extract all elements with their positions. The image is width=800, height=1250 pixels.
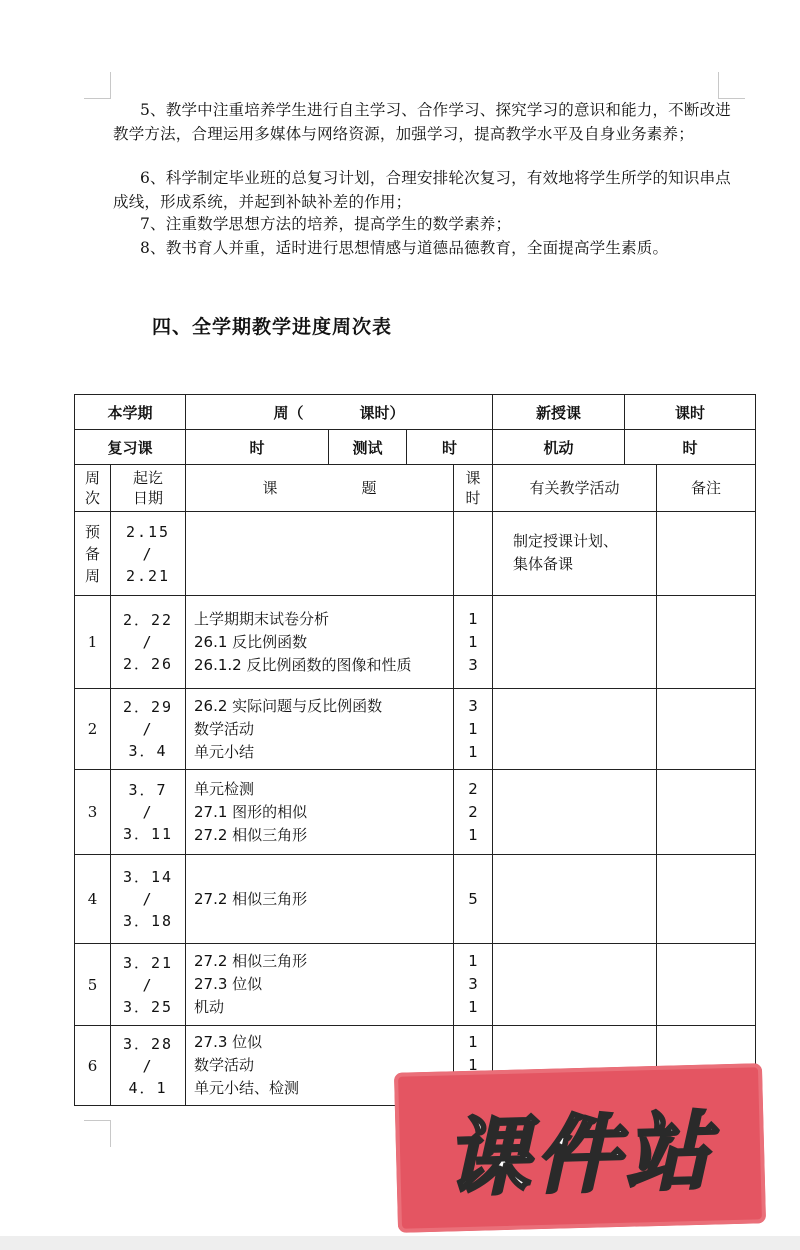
schedule-table [74, 394, 756, 1106]
col-activity: 有关教学活动 [493, 465, 657, 512]
col-dates: 起讫日期 [111, 465, 186, 512]
col-week: 周次 [75, 465, 111, 512]
activity-cell [493, 689, 657, 770]
activity-cell [493, 944, 657, 1026]
paragraph-7: 7、注重数学思想方法的培养，提高学生的数学素养； [140, 215, 512, 233]
topic-cell [186, 689, 454, 770]
hours-line: 2 [468, 802, 478, 821]
page-corner-mark [84, 72, 111, 99]
table-row [75, 944, 756, 1026]
notes-cell [657, 944, 756, 1026]
hours-line: 3 [468, 975, 478, 993]
col-topic: 课 题 [186, 465, 454, 512]
date-range-cell: 3．7 / 3．11 [111, 770, 186, 855]
hours-cell [454, 855, 493, 944]
week-hours-label: 周（ 课时） [186, 395, 493, 430]
topic-line: 27.3 位似 [194, 1033, 263, 1051]
table-row [75, 512, 756, 596]
table-row [75, 770, 756, 855]
hours-line: 1 [468, 952, 478, 970]
flex-hours: 时 [625, 430, 756, 465]
hours-line: 1 [468, 742, 478, 761]
topic-cell [186, 855, 454, 944]
hours-cell [454, 770, 493, 855]
table-row [75, 596, 756, 689]
notes-cell [657, 770, 756, 855]
activity-cell [493, 855, 657, 944]
review-label: 复习课 [75, 430, 186, 465]
watermark-stamp [394, 1063, 766, 1233]
notes-cell [657, 512, 756, 596]
hours-line: 1 [468, 998, 478, 1016]
new-lesson-hours: 课时 [625, 395, 756, 430]
notes-cell [657, 855, 756, 944]
date-range-cell: 2.15 / 2.21 [111, 512, 186, 596]
date-range-cell: 3．14 / 3．18 [111, 855, 186, 944]
review-hours: 时 [186, 430, 329, 465]
hours-line: 1 [468, 632, 478, 651]
activity-line: 集体备课 [513, 555, 574, 573]
test-label: 测试 [329, 430, 407, 465]
topic-cell [186, 944, 454, 1026]
hours-line: 1 [468, 825, 478, 844]
activity-line: 制定授课计划、 [513, 532, 619, 550]
date-range-cell: 3．21 / 3．25 [111, 944, 186, 1026]
page-corner-mark [84, 1120, 111, 1147]
hours-cell [454, 689, 493, 770]
topic-line: 26.2 实际问题与反比例函数 [194, 696, 383, 715]
notes-cell [657, 596, 756, 689]
hours-line: 2 [468, 779, 478, 798]
activity-cell [493, 596, 657, 689]
topic-cell [186, 596, 454, 689]
topic-line: 数学活动 [194, 719, 255, 738]
flex-label: 机动 [493, 430, 625, 465]
semester-label: 本学期 [75, 395, 186, 430]
topic-line: 数学活动 [194, 1056, 255, 1074]
notes-cell [657, 689, 756, 770]
topic-line: 27.2 相似三角形 [194, 825, 308, 844]
hours-cell [454, 596, 493, 689]
topic-line: 26.1.2 反比例函数的图像和性质 [194, 655, 412, 674]
week-cell: 1 [75, 596, 111, 689]
watermark-text: 课件站 [443, 1101, 717, 1208]
week-cell: 5 [75, 944, 111, 1026]
hours-line: 1 [468, 719, 478, 738]
hours-line: 5 [468, 889, 478, 908]
hours-line: 1 [468, 1033, 478, 1051]
hours-line: 3 [468, 655, 478, 674]
summary-row-1 [75, 395, 756, 430]
topic-line: 27.2 相似三角形 [194, 952, 308, 970]
topic-cell [186, 770, 454, 855]
section-heading: 四、全学期教学进度周次表 [152, 316, 393, 338]
topic-line: 26.1 反比例函数 [194, 632, 308, 651]
topic-line: 机动 [194, 998, 225, 1016]
week-cell: 3 [75, 770, 111, 855]
date-range-cell: 3．28 / 4．1 [111, 1026, 186, 1106]
hours-line: 1 [468, 609, 478, 628]
col-hours: 课时 [454, 465, 493, 512]
hours-cell [454, 512, 493, 596]
topic-line: 单元小结、检测 [194, 1079, 300, 1097]
topic-line: 27.2 相似三角形 [194, 889, 308, 908]
week-cell: 2 [75, 689, 111, 770]
hours-line: 3 [468, 696, 478, 715]
column-header-row [75, 465, 756, 512]
date-range-cell: 2．29 / 3．4 [111, 689, 186, 770]
viewer-bottom-bar [0, 1236, 800, 1250]
paragraph-8: 8、教书育人并重，适时进行思想情感与道德品德教育，全面提高学生素质。 [140, 239, 669, 257]
table-row [75, 689, 756, 770]
summary-row-2 [75, 430, 756, 465]
date-range-cell: 2．22 / 2．26 [111, 596, 186, 689]
test-hours: 时 [407, 430, 493, 465]
paragraph-5: 5、教学中注重培养学生进行自主学习、合作学习、探究学习的意识和能力，不断改进教学方法，合理运用多媒体与网络资源，加强学习，提高教学水平及自身业务素养； [113, 101, 731, 143]
week-cell: 4 [75, 855, 111, 944]
topic-line: 上学期期末试卷分析 [194, 609, 330, 628]
col-notes: 备注 [657, 465, 756, 512]
hours-cell [454, 944, 493, 1026]
topic-line: 27.3 位似 [194, 975, 263, 993]
hours-line: 1 [468, 1056, 478, 1074]
activity-cell [493, 770, 657, 855]
new-lesson-label: 新授课 [493, 395, 625, 430]
topic-line: 单元检测 [194, 779, 255, 798]
topic-line: 单元小结 [194, 742, 255, 761]
paragraph-6: 6、科学制定毕业班的总复习计划，合理安排轮次复习，有效地将学生所学的知识串点成线，形成系统，并起到补缺补差的作用； [113, 169, 731, 211]
schedule-rows [75, 512, 756, 1106]
topic-line: 27.1 图形的相似 [194, 802, 308, 821]
table-row [75, 855, 756, 944]
week-cell: 预备周 [75, 512, 111, 596]
activity-cell [493, 512, 657, 596]
week-cell: 6 [75, 1026, 111, 1106]
topic-cell [186, 512, 454, 596]
page-corner-mark [718, 72, 745, 99]
